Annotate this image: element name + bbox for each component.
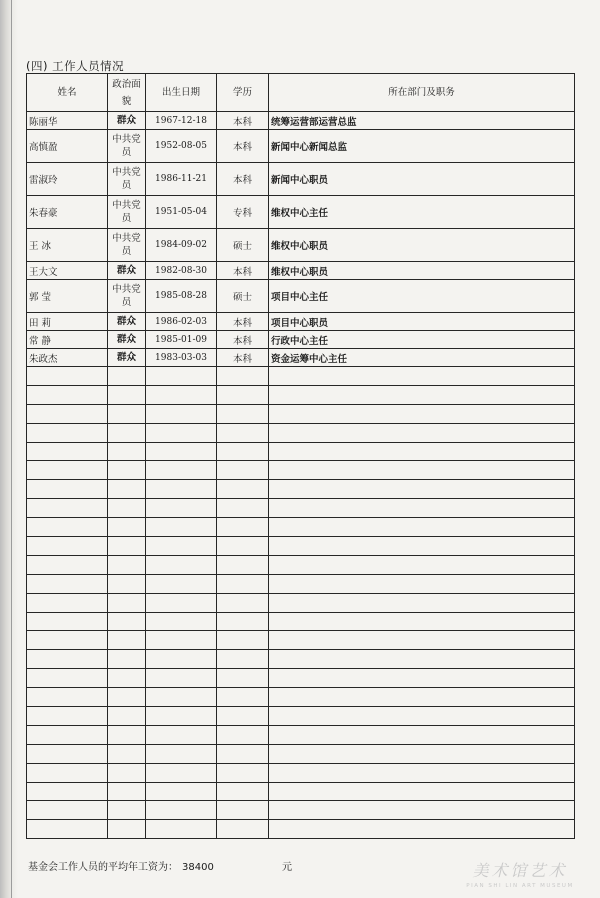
empty-cell [217,707,269,726]
empty-cell [108,499,146,518]
empty-cell [27,820,108,839]
empty-cell [27,612,108,631]
empty-cell [217,423,269,442]
empty-cell [27,461,108,480]
cell-name: 常 静 [27,331,108,349]
empty-cell [146,631,217,650]
cell-dob: 1986-11-21 [146,163,217,196]
empty-cell [146,707,217,726]
empty-cell [146,367,217,386]
table-header-row [27,74,575,112]
empty-cell [27,423,108,442]
header-dept: 所在部门及职务 [269,74,575,112]
cell-name: 朱春豪 [27,196,108,229]
cell-education: 硕士 [217,280,269,313]
empty-cell [146,461,217,480]
empty-table-row [27,669,575,688]
cell-dob: 1985-01-09 [146,331,217,349]
empty-table-row [27,423,575,442]
empty-cell [217,801,269,820]
empty-cell [217,744,269,763]
empty-cell [146,423,217,442]
empty-cell [108,480,146,499]
empty-cell [269,820,575,839]
empty-cell [27,801,108,820]
empty-cell [217,612,269,631]
empty-cell [108,782,146,801]
empty-table-row [27,480,575,499]
empty-cell [146,593,217,612]
empty-cell [217,499,269,518]
empty-cell [146,518,217,537]
cell-dob: 1986-02-03 [146,313,217,331]
empty-table-row [27,631,575,650]
empty-cell [217,404,269,423]
cell-dept: 项目中心主任 [269,280,575,313]
binding-edge [0,0,18,898]
empty-cell [108,612,146,631]
empty-cell [27,688,108,707]
cell-name: 田 莉 [27,313,108,331]
empty-cell [217,574,269,593]
cell-education: 本科 [217,163,269,196]
empty-cell [108,707,146,726]
empty-table-row [27,555,575,574]
empty-cell [27,480,108,499]
header-political: 政治面貌 [108,74,146,112]
empty-cell [269,725,575,744]
empty-cell [217,725,269,744]
empty-cell [108,669,146,688]
empty-cell [217,669,269,688]
empty-cell [27,574,108,593]
cell-education: 本科 [217,313,269,331]
cell-dob: 1982-08-30 [146,262,217,280]
empty-cell [146,537,217,556]
cell-education: 本科 [217,112,269,130]
empty-cell [269,480,575,499]
empty-cell [269,763,575,782]
empty-cell [269,801,575,820]
museum-watermark [445,858,595,896]
empty-cell [269,404,575,423]
empty-cell [269,744,575,763]
table-row [27,262,575,280]
empty-cell [27,763,108,782]
empty-table-row [27,518,575,537]
empty-cell [217,480,269,499]
empty-cell [27,442,108,461]
cell-name: 王大文 [27,262,108,280]
staff-table [26,73,575,839]
cell-dob: 1985-08-28 [146,280,217,313]
empty-cell [146,499,217,518]
cell-political: 中共党员 [108,130,146,163]
empty-cell [27,499,108,518]
empty-cell [108,631,146,650]
empty-cell [269,499,575,518]
cell-dob: 1983-03-03 [146,349,217,367]
cell-political: 中共党员 [108,229,146,262]
empty-table-row [27,763,575,782]
table-row [27,229,575,262]
empty-table-row [27,404,575,423]
empty-cell [27,555,108,574]
empty-cell [269,782,575,801]
empty-cell [27,650,108,669]
cell-dept: 维权中心职员 [269,262,575,280]
empty-cell [217,555,269,574]
empty-cell [269,442,575,461]
cell-education: 本科 [217,262,269,280]
empty-cell [217,688,269,707]
empty-table-row [27,744,575,763]
empty-table-row [27,442,575,461]
empty-cell [269,461,575,480]
empty-cell [108,801,146,820]
cell-name: 王 冰 [27,229,108,262]
empty-cell [146,688,217,707]
empty-table-row [27,499,575,518]
empty-cell [217,461,269,480]
average-salary-unit: 元 [282,862,292,873]
cell-dept: 项目中心职员 [269,313,575,331]
empty-table-row [27,782,575,801]
empty-cell [217,537,269,556]
binding-line [11,0,12,898]
empty-cell [217,518,269,537]
cell-dept: 资金运筹中心主任 [269,349,575,367]
cell-education: 本科 [217,349,269,367]
empty-cell [108,555,146,574]
empty-cell [146,574,217,593]
table-row [27,349,575,367]
cell-name: 高慎盈 [27,130,108,163]
empty-cell [217,593,269,612]
table-row [27,112,575,130]
empty-cell [217,820,269,839]
empty-table-row [27,593,575,612]
cell-political: 群众 [108,349,146,367]
empty-cell [217,782,269,801]
cell-political: 群众 [108,331,146,349]
header-dob: 出生日期 [146,74,217,112]
empty-table-row [27,574,575,593]
empty-table-row [27,725,575,744]
empty-cell [108,461,146,480]
empty-cell [269,574,575,593]
empty-cell [269,518,575,537]
empty-cell [108,404,146,423]
cell-political: 中共党员 [108,196,146,229]
cell-education: 专科 [217,196,269,229]
empty-table-row [27,650,575,669]
average-salary-line [28,858,292,873]
empty-cell [146,442,217,461]
cell-dob: 1984-09-02 [146,229,217,262]
table-row [27,280,575,313]
empty-cell [108,763,146,782]
empty-cell [146,801,217,820]
empty-cell [146,725,217,744]
empty-cell [217,367,269,386]
empty-cell [108,688,146,707]
watermark-text-cn: 美术馆艺术 [472,861,568,880]
empty-cell [217,385,269,404]
empty-cell [108,537,146,556]
cell-dept: 维权中心主任 [269,196,575,229]
cell-political: 中共党员 [108,163,146,196]
cell-political: 群众 [108,313,146,331]
empty-cell [108,725,146,744]
empty-cell [108,442,146,461]
watermark-text-en: PIAN SHI LIN ART MUSEUM [466,883,574,889]
empty-cell [27,404,108,423]
empty-table-row [27,820,575,839]
empty-cell [217,631,269,650]
empty-table-row [27,367,575,386]
cell-dob: 1967-12-18 [146,112,217,130]
empty-cell [27,367,108,386]
empty-cell [27,593,108,612]
empty-cell [269,707,575,726]
empty-cell [269,669,575,688]
empty-table-row [27,461,575,480]
empty-cell [146,669,217,688]
empty-table-row [27,537,575,556]
table-row [27,331,575,349]
cell-dept: 新闻中心职员 [269,163,575,196]
empty-cell [146,480,217,499]
table-row [27,196,575,229]
empty-cell [108,820,146,839]
empty-cell [108,574,146,593]
cell-dept: 统筹运营部运营总监 [269,112,575,130]
cell-education: 本科 [217,130,269,163]
cell-dept: 行政中心主任 [269,331,575,349]
empty-cell [146,744,217,763]
empty-cell [108,744,146,763]
average-salary-amount: 38400 [182,862,214,873]
empty-cell [108,518,146,537]
empty-cell [146,820,217,839]
empty-cell [146,555,217,574]
cell-political: 群众 [108,112,146,130]
cell-political: 群众 [108,262,146,280]
empty-cell [269,593,575,612]
empty-cell [27,518,108,537]
cell-education: 本科 [217,331,269,349]
empty-cell [27,669,108,688]
empty-table-row [27,612,575,631]
empty-cell [269,423,575,442]
empty-cell [217,650,269,669]
cell-name: 郭 莹 [27,280,108,313]
empty-table-row [27,385,575,404]
empty-cell [269,650,575,669]
table-row [27,163,575,196]
empty-cell [146,385,217,404]
table-row [27,130,575,163]
average-salary-label: 基金会工作人员的平均年工资为： [28,862,178,873]
cell-dept: 维权中心职员 [269,229,575,262]
cell-name: 雷淑玲 [27,163,108,196]
empty-table-row [27,801,575,820]
header-education: 学历 [217,74,269,112]
empty-cell [108,593,146,612]
empty-cell [27,744,108,763]
empty-cell [108,650,146,669]
cell-name: 朱政杰 [27,349,108,367]
header-name: 姓名 [27,74,108,112]
cell-dept: 新闻中心新闻总监 [269,130,575,163]
empty-cell [146,763,217,782]
empty-cell [269,385,575,404]
empty-table-row [27,707,575,726]
empty-cell [217,763,269,782]
empty-cell [269,367,575,386]
empty-cell [27,707,108,726]
empty-cell [27,631,108,650]
section-title: (四) 工作人员情况 [26,59,125,73]
empty-cell [269,612,575,631]
empty-cell [146,650,217,669]
empty-cell [27,537,108,556]
empty-cell [27,725,108,744]
empty-cell [27,782,108,801]
empty-cell [217,442,269,461]
empty-cell [146,612,217,631]
empty-table-row [27,688,575,707]
empty-cell [269,537,575,556]
cell-dob: 1951-05-04 [146,196,217,229]
empty-cell [108,367,146,386]
empty-cell [108,385,146,404]
cell-name: 陈丽华 [27,112,108,130]
empty-cell [27,385,108,404]
empty-cell [146,782,217,801]
table-row [27,313,575,331]
empty-cell [269,631,575,650]
empty-cell [269,688,575,707]
cell-dob: 1952-08-05 [146,130,217,163]
empty-cell [108,423,146,442]
cell-political: 中共党员 [108,280,146,313]
cell-education: 硕士 [217,229,269,262]
empty-cell [146,404,217,423]
empty-cell [269,555,575,574]
